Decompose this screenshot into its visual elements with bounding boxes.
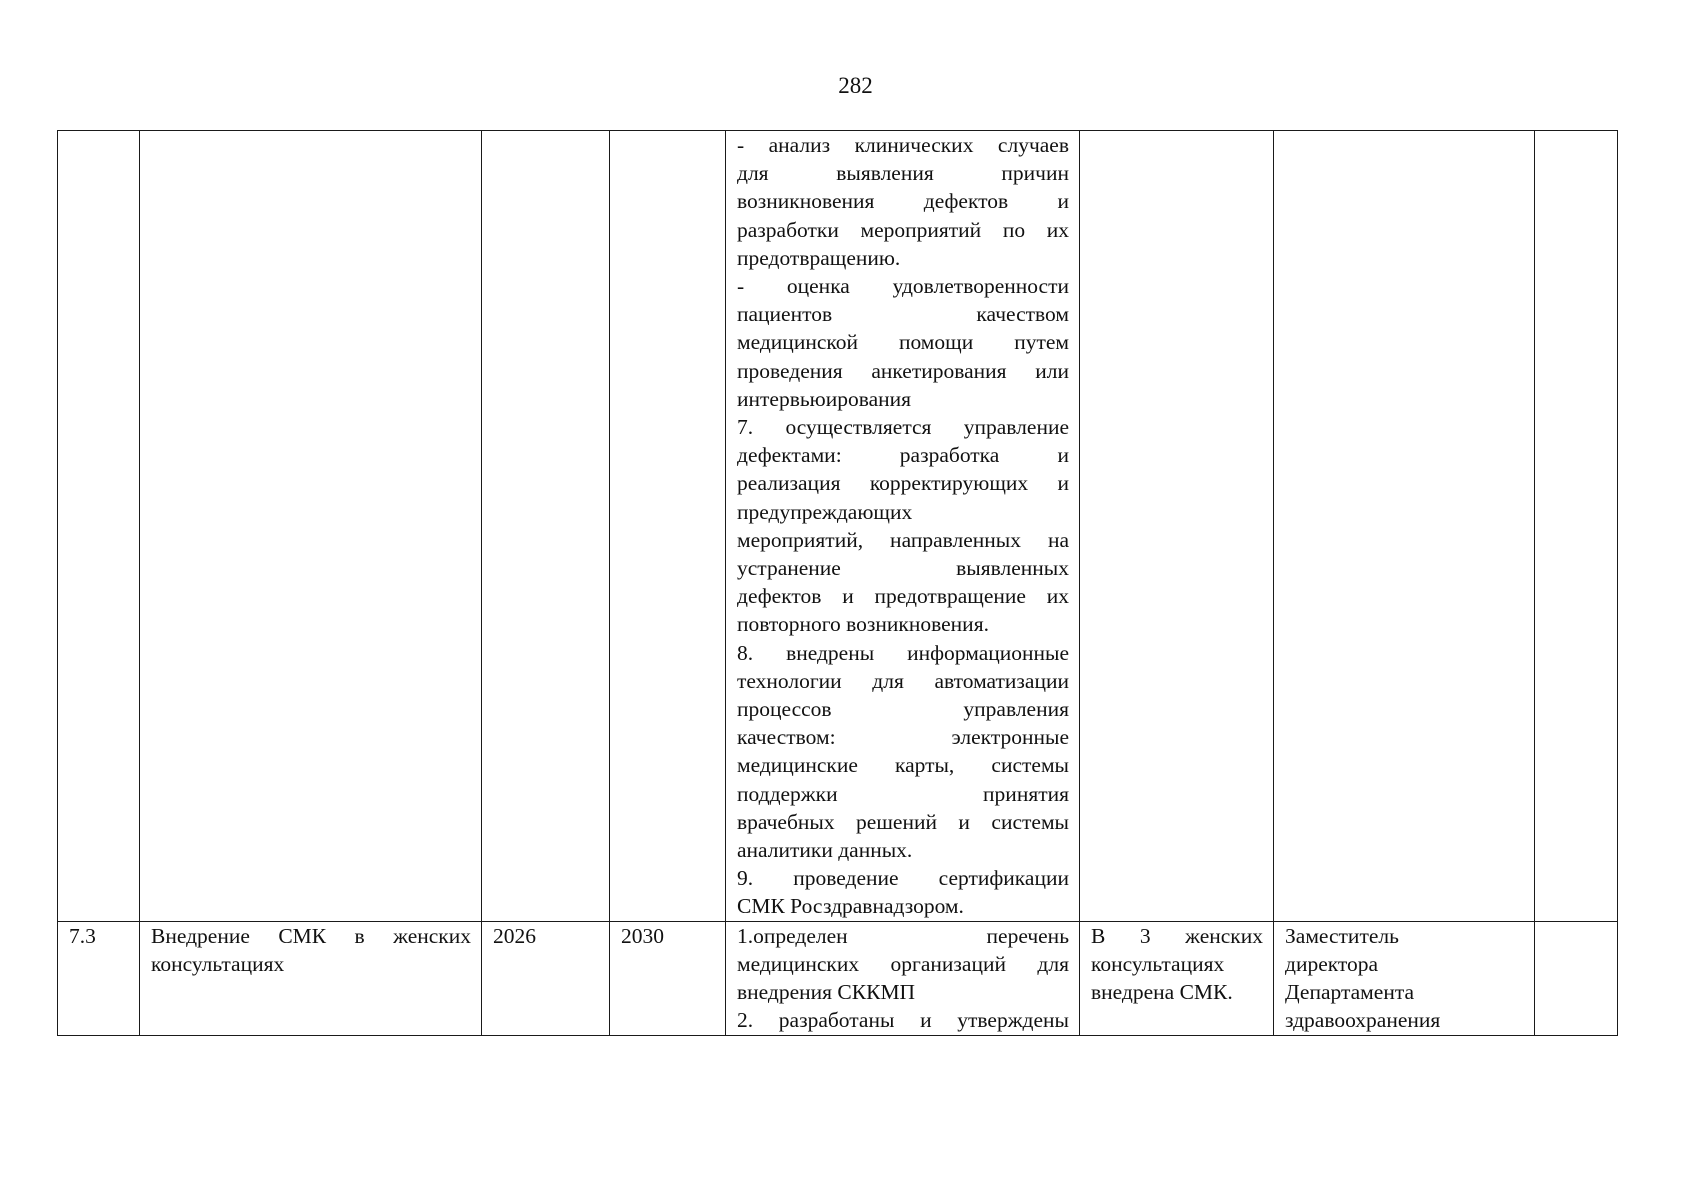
description-line: СМК Росздравнадзором. <box>737 894 964 919</box>
description-line: 9. проведение сертификации <box>737 866 1069 891</box>
description-line: процессов управления <box>737 697 1069 722</box>
cell-responsible <box>1274 131 1535 922</box>
cell-result <box>1080 131 1274 922</box>
cell-description <box>726 131 1080 922</box>
description-line: медицинской помощи путем <box>737 330 1069 355</box>
description-line: проведения анкетирования или <box>737 358 1069 383</box>
result-text: В 3 женских консультациях внедрена СМК. <box>1091 923 1263 1005</box>
description-line: аналитики данных. <box>737 838 913 863</box>
description-line: 1.определен перечень <box>737 923 1069 948</box>
cell-description <box>726 921 1080 1035</box>
cell-note <box>1535 921 1618 1035</box>
measure-name: Внедрение СМК в женских консультациях <box>151 923 471 976</box>
description-line: пациентов качеством <box>737 302 1069 327</box>
page-number: 282 <box>838 73 873 98</box>
description-line: - анализ клинических случаев <box>737 133 1069 157</box>
description-line: реализация корректирующих и <box>737 471 1069 496</box>
cell-start-year: 2026 <box>482 921 610 1035</box>
description-line: технологии для автоматизации <box>737 668 1069 693</box>
cell-end-year: 2030 <box>610 921 726 1035</box>
description-line: разработки мероприятий по их <box>737 217 1069 242</box>
description-line: для выявления причин <box>737 161 1069 186</box>
description-line: медицинские карты, системы <box>737 753 1069 778</box>
description-line: 7. осуществляется управление <box>737 415 1069 440</box>
cell-result <box>1080 921 1274 1035</box>
table-row-continued <box>58 131 1618 922</box>
description-line: устранение выявленных <box>737 556 1069 581</box>
description-line: 2. разработаны и утверждены <box>737 1008 1069 1033</box>
description-line: предупреждающих <box>737 499 913 524</box>
responsible-line: Департамента <box>1285 980 1415 1005</box>
description-line: - оценка удовлетворенности <box>737 274 1069 299</box>
responsible-line: Заместитель <box>1285 923 1399 948</box>
description-line: повторного возникновения. <box>737 612 989 637</box>
responsible-line: директора <box>1285 951 1379 976</box>
description-line: дефектами: разработка и <box>737 443 1069 468</box>
description-line: возникновения дефектов и <box>737 189 1069 214</box>
description-line: 8. внедрены информационные <box>737 640 1069 665</box>
cell-number: 7.3 <box>58 921 140 1035</box>
cell-end-year <box>610 131 726 922</box>
cell-number <box>58 131 140 922</box>
cell-start-year <box>482 131 610 922</box>
cell-note <box>1535 131 1618 922</box>
description-line: дефектов и предотвращение их <box>737 584 1069 609</box>
cell-name <box>140 131 482 922</box>
description-line: внедрения СККМП <box>737 980 916 1005</box>
description-line: поддержки принятия <box>737 781 1069 806</box>
table-row-7-3 <box>58 921 1618 1035</box>
plan-table <box>57 130 1618 1036</box>
description-line: врачебных решений и системы <box>737 809 1069 834</box>
responsible-line: здравоохранения <box>1285 1008 1441 1033</box>
cell-responsible <box>1274 921 1535 1035</box>
description-line: медицинских организаций для <box>737 951 1069 976</box>
description-line: предотвращению. <box>737 245 901 270</box>
cell-name <box>140 921 482 1035</box>
description-line: мероприятий, направленных на <box>737 527 1069 552</box>
description-line: качеством: электронные <box>737 725 1069 750</box>
description-line: интервьюирования <box>737 386 912 411</box>
